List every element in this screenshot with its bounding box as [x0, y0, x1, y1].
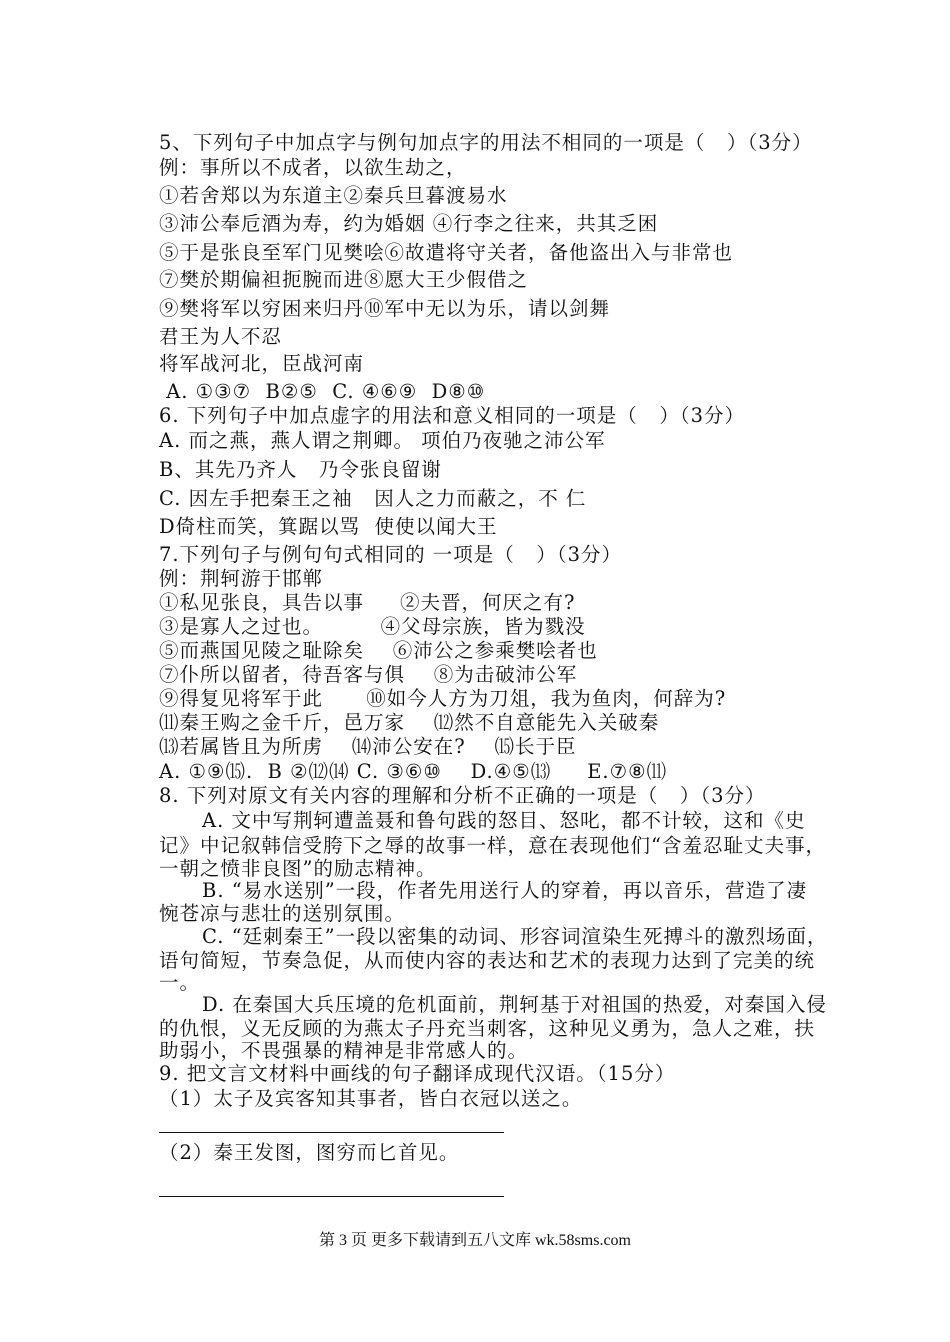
q5-options: A. ①③⑦ B②⑤ C. ④⑥⑨ D⑧⑩: [159, 380, 486, 403]
q9-stem: 9. 把文言文材料中画线的句子翻译成现代汉语。（15分）: [159, 1062, 676, 1085]
q8-a-line-3: 一朝之愤非良图”的励志精神。: [159, 857, 437, 880]
q5-line-2: ③沛公奉卮酒为寿，约为婚姻 ④行李之往来，共其乏困: [159, 212, 659, 235]
q7-stem: 7.下列句子与例句句式相同的 一项是（ ）（3分）: [159, 543, 623, 566]
q5-line-7: 将军战河北，臣战河南: [159, 352, 365, 375]
q6-option-d: D倚柱而笑，箕踞以骂 使使以闻大王: [159, 515, 498, 538]
q8-d-line-1: D. 在秦国大兵压境的危机面前，荆轲基于对祖国的热爱，对秦国入侵: [202, 993, 827, 1016]
q5-line-5: ⑨樊将军以穷困来归丹⑩军中无以为乐，请以剑舞: [159, 297, 611, 320]
q8-a-line-2: 记》中记叙韩信受胯下之辱的故事一样，意在表现他们“含羞忍耻丈夫事，: [159, 834, 826, 857]
q7-line-2: ③是寡人之过也。 ④父母宗族，皆为戮没: [159, 615, 586, 638]
q8-stem: 8. 下列对原文有关内容的理解和分析不正确的一项是（ ）（3分）: [159, 784, 766, 807]
q8-c-line-3: 一。: [159, 971, 201, 994]
q5-stem: 5、下列句子中加点字与例句加点字的用法不相同的一项是（ ）（3分）: [159, 131, 813, 154]
q6-option-c: C. 因左手把秦王之袖 因人之力而蔽之，不 仁: [159, 487, 587, 510]
q8-d-line-2: 的仇恨，义无反顾的为燕太子丹充当刺客，这种见义勇为，急人之难，扶: [159, 1017, 816, 1040]
q8-c-line-2: 语句简短，节奏急促，从而使内容的表达和艺术的表现力达到了完美的统: [159, 949, 816, 972]
q5-line-6: 君王为人不忍: [159, 325, 283, 348]
q5-line-3: ⑤于是张良至军门见樊哙⑥故遣将守关者，备他盗出入与非常也: [159, 241, 734, 264]
q7-options: A. ①⑨⒂. B ②⑿⒁ C. ③⑥⑩ D.④⑤⒀ E.⑦⑧⑾: [159, 760, 668, 783]
q9-sentence-2: （2）秦王发图，图穷而匕首见。: [159, 1141, 460, 1164]
q8-d-line-3: 助弱小，不畏强暴的精神是非常感人的。: [159, 1039, 529, 1062]
q8-b-line-2: 惋苍凉与悲壮的送别氛围。: [159, 902, 406, 925]
q8-c-line-1: C. “廷刺秦王”一段以密集的动词、形容词渲染生死搏斗的激烈场面，: [202, 925, 828, 948]
q7-line-3: ⑤而燕国见陵之耻除矣 ⑥沛公之参乘樊哙者也: [159, 639, 598, 662]
q6-option-b: B、其先乃齐人 乃令张良留谢: [159, 458, 442, 481]
q6-option-a: A. 而之燕，燕人谓之荆卿。 项伯乃夜驰之沛公军: [159, 429, 606, 452]
answer-line-1[interactable]: [159, 1132, 504, 1133]
q5-example: 例：事所以不成者，以欲生劫之，: [159, 156, 467, 179]
q7-line-7: ⒀若属皆且为所虏 ⒁沛公安在? ⒂长于臣: [159, 735, 577, 758]
page-footer: 第 3 页 更多下载请到五八文库 wk.58sms.com: [318, 1232, 631, 1249]
q5-line-4: ⑦樊於期偏袒扼腕而进⑧愿大王少假借之: [159, 268, 529, 291]
q7-example: 例：荆轲游于邯郸: [159, 567, 324, 590]
q8-b-line-1: B. “易水送别”一段，作者先用送行人的穿着，再以音乐，营造了凄: [202, 879, 808, 902]
answer-line-2[interactable]: [159, 1196, 504, 1197]
q7-line-6: ⑾秦王购之金千斤，邑万家 ⑿然不自意能先入关破秦: [159, 711, 660, 734]
q7-line-4: ⑦仆所以留者，待吾客与俱 ⑧为击破沛公军: [159, 663, 578, 686]
q9-sentence-1: （1）太子及宾客知其事者，皆白衣冠以送之。: [159, 1087, 583, 1110]
q7-line-1: ①私见张良，具告以事 ②夫晋，何厌之有?: [159, 591, 576, 614]
q6-stem: 6. 下列句子中加点虚字的用法和意义相同的一项是（ ）（3分）: [159, 404, 746, 427]
q7-line-5: ⑨得复见将军于此 ⑩如今人方为刀俎，我为鱼肉，何辞为?: [159, 687, 727, 710]
q8-a-line-1: A. 文中写荆轲遭盖聂和鲁句践的怒目、怒叱，都不计较，这和《史: [202, 809, 806, 832]
q5-line-1: ①若舍郑以为东道主②秦兵旦暮渡易水: [159, 184, 508, 207]
